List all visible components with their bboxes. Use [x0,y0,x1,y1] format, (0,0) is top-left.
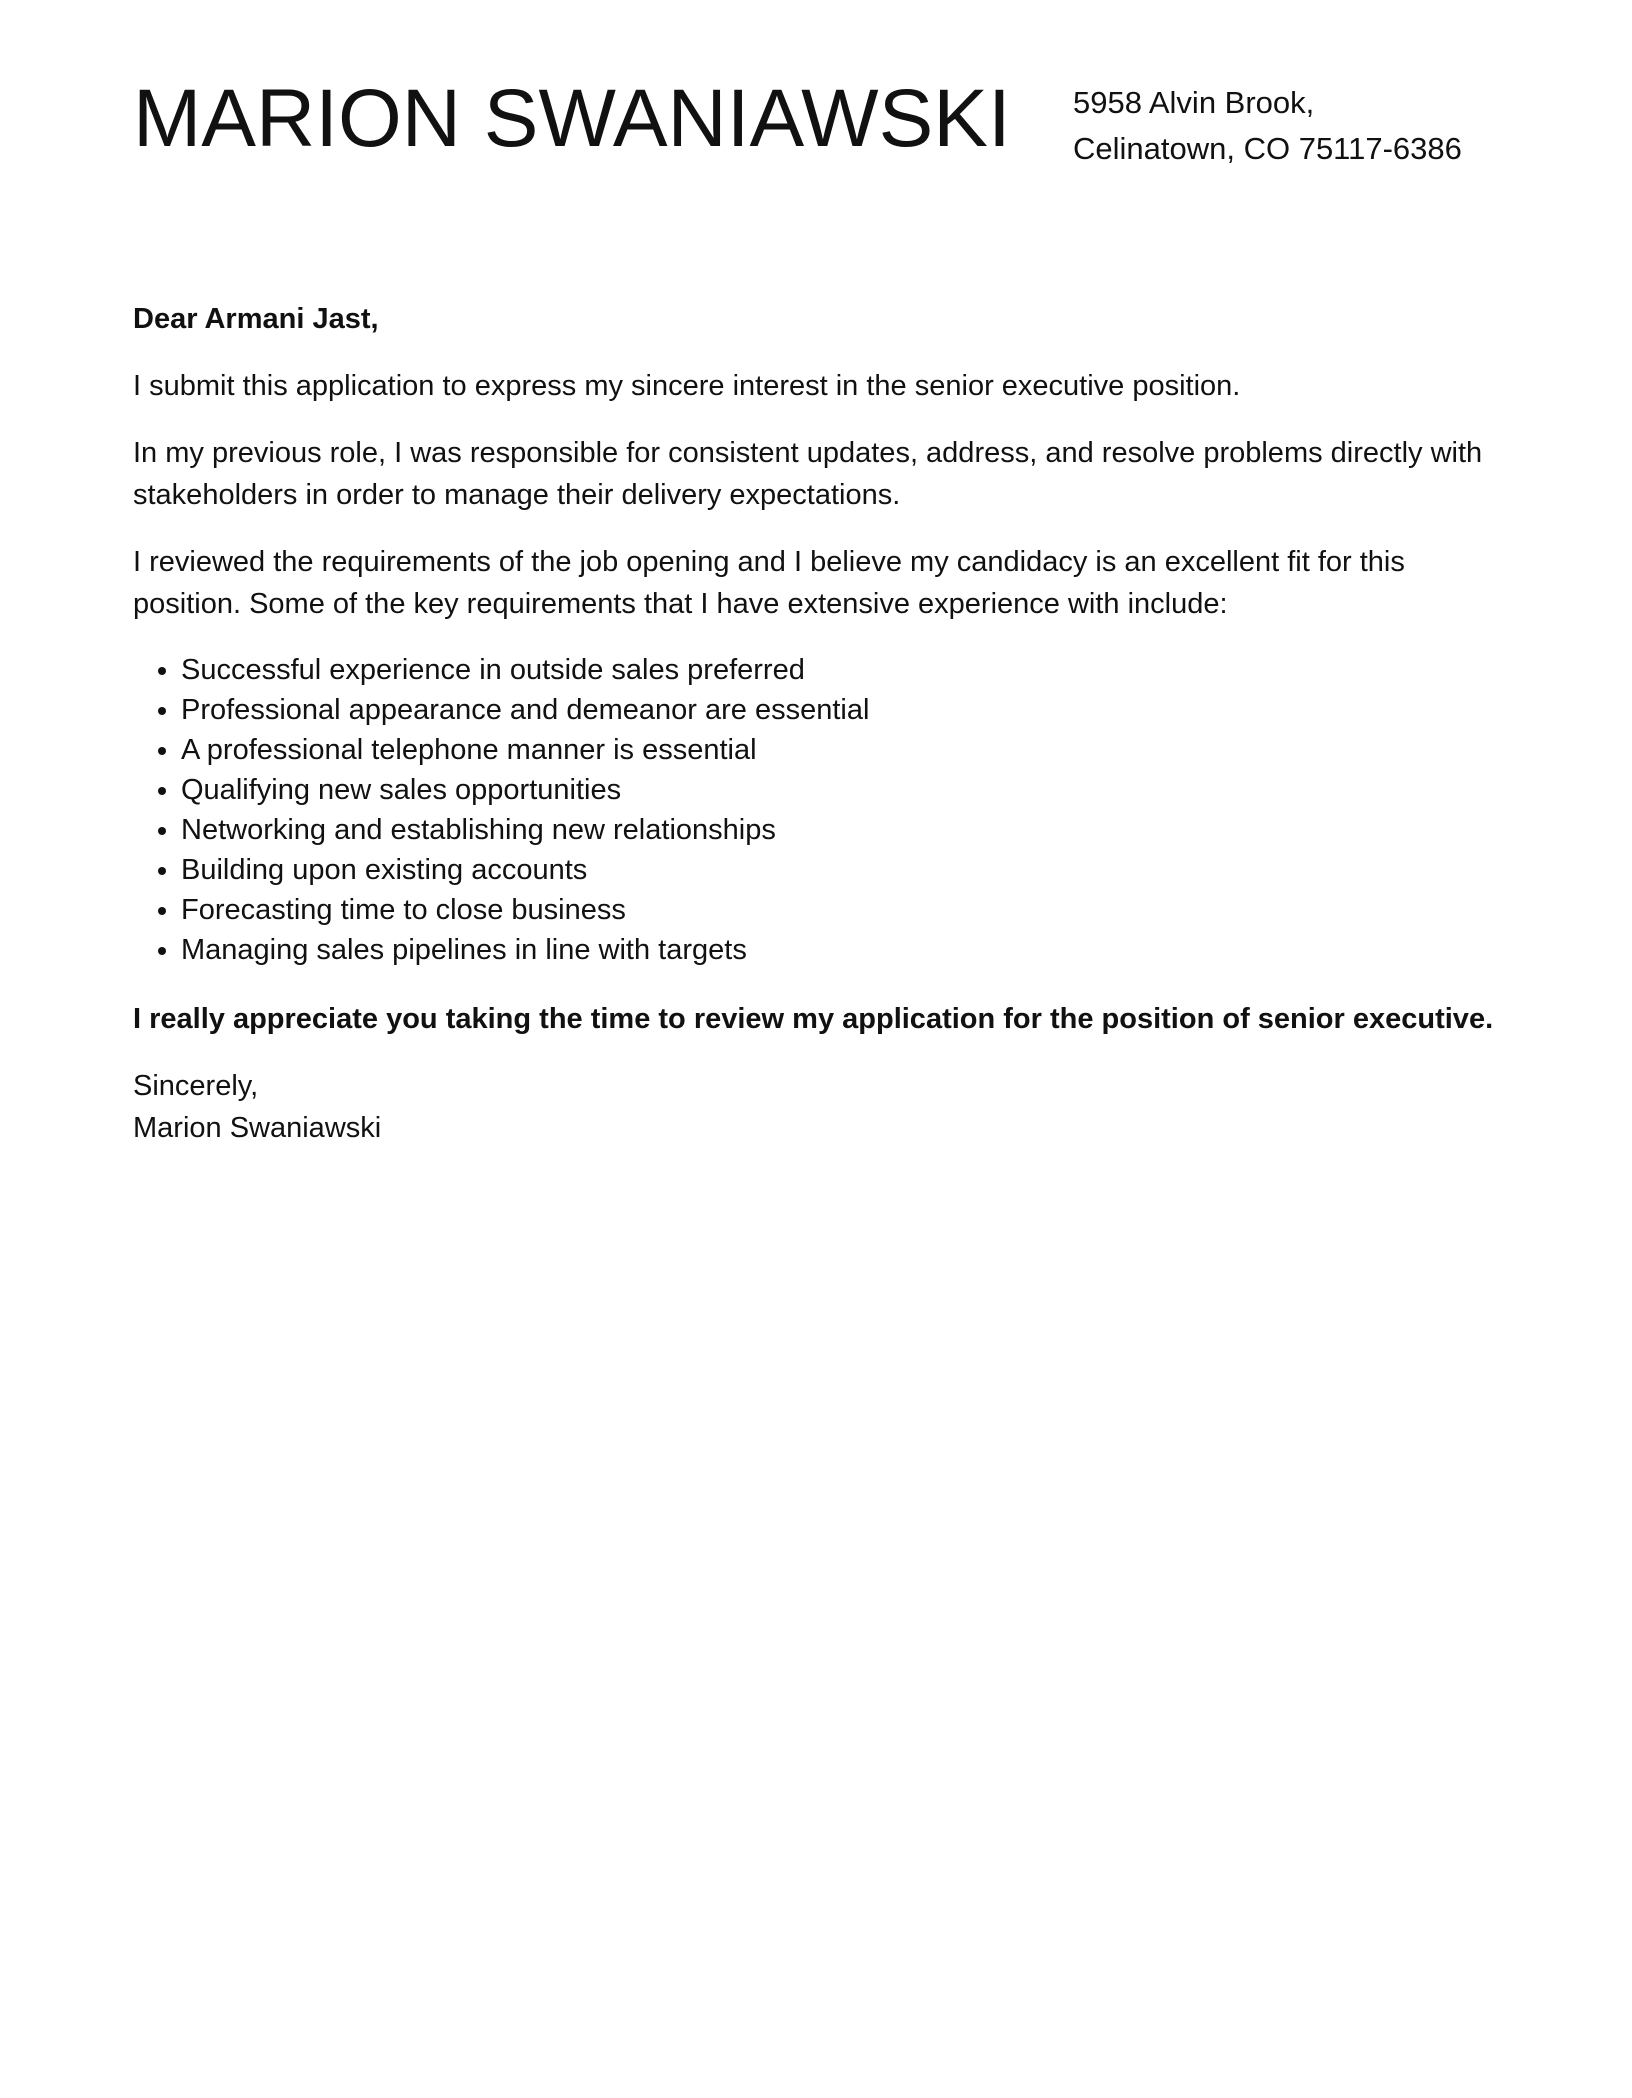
appreciation-paragraph: I really appreciate you taking the time to review my application for the position of senior executive. [133,1003,1494,1035]
signature-name: Marion Swaniawski [133,1112,382,1144]
list-item: • Qualifying new sales opportunities [181,770,1513,810]
list-item: • Networking and establishing new relationships [181,810,1513,850]
requirements-intro-paragraph: I reviewed the requirements of the job opening and I believe my candidacy is an excellent fit for this position. Some of the key requirements that I have extensive experience with include: [133,546,1405,620]
list-item: • Successful experience in outside sales preferred [181,650,1513,690]
intro-paragraph: I submit this application to express my sincere interest in the senior executive position. [133,370,1241,402]
salutation: Dear Armani Jast, [133,303,379,335]
address-line-1: 5958 Alvin Brook, [1073,85,1315,120]
list-item: • A professional telephone manner is essential [181,730,1513,770]
signoff: Sincerely, [133,1070,259,1102]
address-line-2: Celinatown, CO 75117-6386 [1073,131,1462,166]
applicant-address [1073,80,1462,172]
applicant-name-heading: MARION SWANIAWSKI [133,73,1011,164]
list-item: • Building upon existing accounts [181,850,1513,890]
closing-block [133,1065,1513,1149]
letter-body [133,298,1513,1149]
requirements-list [133,650,1513,970]
list-item: • Forecasting time to close business [181,890,1513,930]
list-item: • Professional appearance and demeanor are essential [181,690,1513,730]
previous-role-paragraph: In my previous role, I was responsible for consistent updates, address, and resolve problems directly with stakeholders in order to manage their delivery expectations. [133,437,1483,511]
list-item: • Managing sales pipelines in line with targets [181,930,1513,970]
